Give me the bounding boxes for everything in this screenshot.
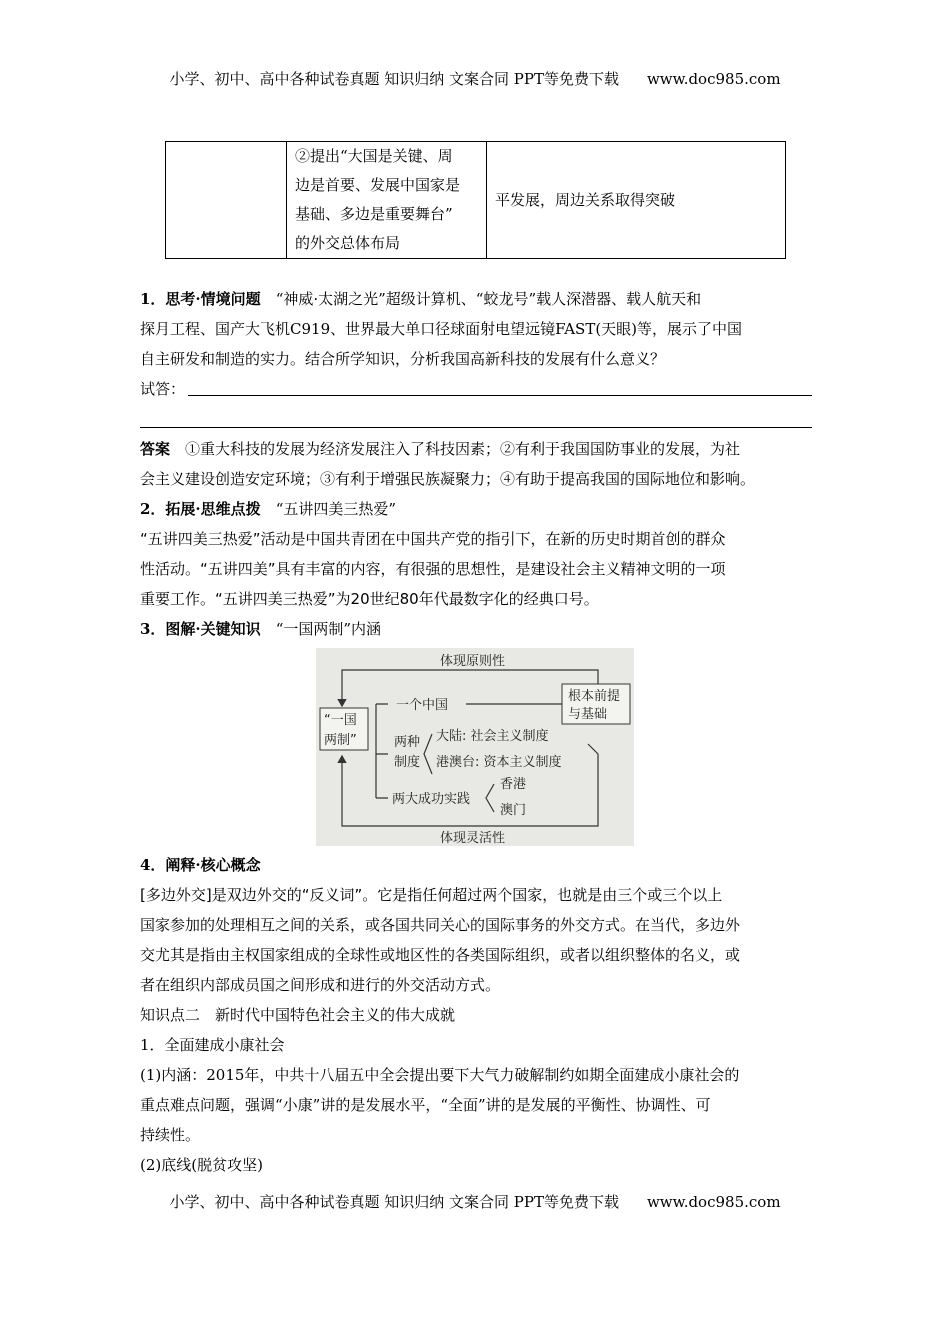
practice-text: 两大成功实践 (392, 792, 471, 807)
table-cell-result: 平发展，周边关系取得突破 (487, 142, 786, 259)
q4-p4: 者在组织内部成员国之间形成和进行的外交活动方式。 (140, 976, 501, 994)
continued-table (165, 141, 786, 259)
footer-text: 小学、初中、高中各种试卷真题 知识归纳 文案合同 PPT等免费下载 (169, 1193, 619, 1211)
q4-label: 4．阐释·核心概念 (140, 856, 261, 874)
two-systems-text-1: 两种 (394, 735, 421, 750)
section2-sub1: 1．全面建成小康社会 (140, 1036, 285, 1054)
q2-p1: “五讲四美三热爱”活动是中国共青团在中国共产党的指引下，在新的历史时期首创的群众 (140, 530, 726, 548)
table-line: 基础、多边是重要舞台” (295, 205, 453, 223)
mainland-text: 大陆: 社会主义制度 (436, 729, 549, 744)
q4-heading (140, 850, 812, 880)
answer-line[interactable] (188, 395, 812, 396)
q4-p2: 国家参加的处理相互之间的关系，或各国共同关心的国际事务的外交方式。在当代，多边外 (140, 916, 741, 934)
flexibility-label: 体现灵活性 (440, 831, 506, 846)
q1-answer1: ①重大科技的发展为经济发展注入了科技因素；②有利于我国国防事业的发展，为社 (185, 440, 741, 458)
q2-p2: 性活动。“五讲四美”具有丰富的内容，有很强的思想性，是建设社会主义精神文明的一项 (140, 560, 726, 578)
center-text-1: “一国 (324, 713, 357, 728)
answer-line-2[interactable] (140, 427, 812, 428)
q1-line1 (140, 284, 812, 314)
center-text-2: 两制” (324, 733, 357, 748)
q1-answer-line2: 会主义建设创造安定环境；③有利于增强民族凝聚力；④有助于提高我国的国际地位和影响。 (140, 470, 756, 488)
page-header (0, 68, 950, 89)
table-line: ②提出“大国是关键、周 (295, 147, 453, 165)
q1-label: 1．思考·情境问题 (140, 290, 261, 308)
q2-heading (140, 494, 812, 524)
footer-site[interactable]: www.doc985.com (646, 1193, 781, 1211)
principle-arrow (342, 670, 598, 706)
answer-label: 答案 (140, 440, 171, 458)
answer-blank-row (140, 404, 812, 434)
answer-prompt: 试答： (140, 380, 186, 398)
one-china-label: 一个中国 (396, 698, 449, 713)
answer-input-row (140, 374, 812, 404)
premise-text-1: 根本前提 (568, 689, 621, 704)
q1-line3: 自主研发和制造的实力。结合所学知识，分析我国高新科技的发展有什么意义？ (140, 350, 666, 368)
macau-text: 澳门 (500, 803, 527, 818)
table-line: 边是首要、发展中国家是 (295, 176, 461, 194)
table-cell-layout (287, 142, 487, 259)
q4-p3: 交尤其是指由主权国家组成的全球性或地区性的各类国际组织，或者以组织整体的名义，或 (140, 946, 741, 964)
trunk-lines (376, 704, 388, 798)
two-systems-text-2: 制度 (394, 755, 421, 770)
q3-heading (140, 614, 812, 644)
section2-s1: (1)内涵：2015年，中共十八届五中全会提出要下大气力破解制约如期全面建成小康社会的 (140, 1066, 740, 1084)
systems-bracket (424, 734, 432, 774)
header-site[interactable]: www.doc985.com (646, 70, 781, 88)
table-row (166, 142, 786, 259)
q2-p3: 重要工作。“五讲四美三热爱”为20世纪80年代最数字化的经典口号。 (140, 590, 599, 608)
table-line: 的外交总体布局 (295, 234, 401, 252)
hkm-text: 港澳台: 资本主义制度 (436, 755, 562, 770)
header-text: 小学、初中、高中各种试卷真题 知识归纳 文案合同 PPT等免费下载 (169, 70, 619, 88)
section2-heading: 知识点二 新时代中国特色社会主义的伟大成就 (140, 1006, 456, 1024)
q3-title: “一国两制”内涵 (275, 620, 382, 638)
table-cell-empty (166, 142, 287, 259)
hk-text: 香港 (500, 777, 527, 792)
one-country-two-systems-diagram (316, 648, 634, 846)
section2-s4: (2)底线(脱贫攻坚) (140, 1156, 263, 1174)
page-footer (0, 1191, 950, 1212)
practice-bracket (486, 784, 494, 812)
section2-s3: 持续性。 (140, 1126, 201, 1144)
q3-label: 3．图解·关键知识 (140, 620, 261, 638)
q2-title: “五讲四美三热爱” (275, 500, 397, 518)
main-content (140, 284, 812, 1180)
q1-answer-line1 (140, 434, 812, 464)
section2-s2: 重点难点问题，强调“小康”讲的是发展水平，“全面”讲的是发展的平衡性、协调性、可 (140, 1096, 711, 1114)
q1-text1: “神威·太湖之光”超级计算机、“蛟龙号”载人深潜器、载人航天和 (275, 290, 702, 308)
q4-p1: [多边外交]是双边外交的“反义词”。它是指任何超过两个国家，也就是由三个或三个以上 (140, 886, 723, 904)
principle-label: 体现原则性 (440, 654, 506, 669)
q2-label: 2．拓展·思维点拨 (140, 500, 261, 518)
premise-text-2: 与基础 (568, 707, 608, 722)
q1-line2: 探月工程、国产大飞机C919、世界最大单口径球面射电望远镜FAST(天眼)等，展示了中国 (140, 320, 743, 338)
